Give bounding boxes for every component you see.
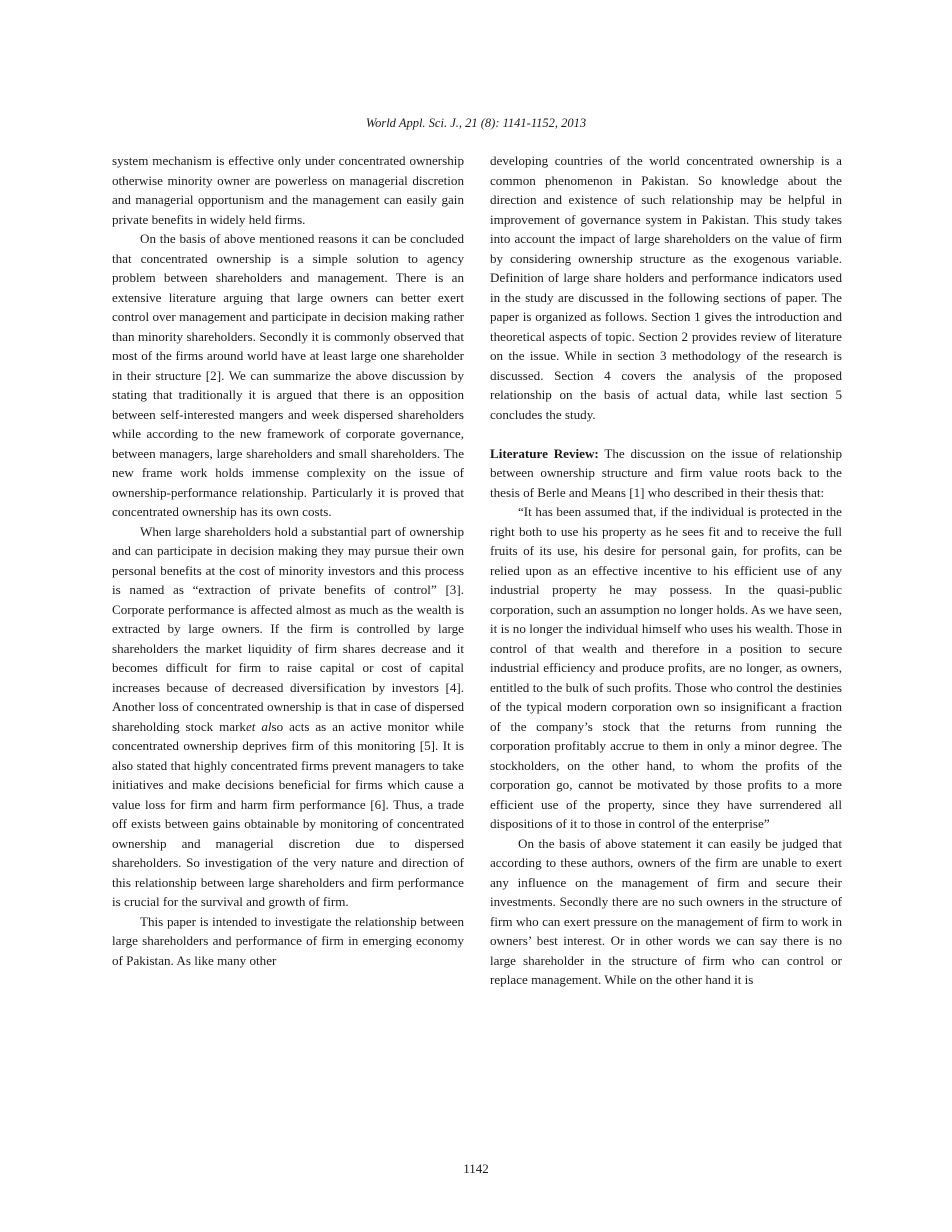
- left-column: [112, 151, 464, 970]
- italic-text: et al: [245, 718, 272, 734]
- paragraph: On the basis of above statement it can easily be judged that according to these authors, owners of the firm are unable to exert any influence on the management of firm and secure their investments. Secondly there are no such owners in the structure of firm who can exert pressure on the management of firm to work in owners’ best interest. Or in other words we can say there is no large shareholder in the structure of firm who can control or replace management. While on the other hand it is: [490, 835, 842, 987]
- paragraph-text: so acts as an active monitor while concentrated ownership deprives firm of this monitoring [5]. It is also stated that highly concentrated firms prevent managers to take initiatives and make decisions beneficial for firms which cause a value loss for firm and harm firm performance [6]. Thus, a trade off exists between gains obtainable by monitoring of concentrated ownership and managerial discretion due to dispersed shareholders. So investigation of the very nature and direction of this relationship between large shareholders and firm performance is crucial for the survival and growth of firm.: [112, 718, 464, 909]
- paragraph: [112, 522, 464, 912]
- paragraph-gap: [490, 424, 842, 444]
- running-header: World Appl. Sci. J., 21 (8): 1141-1152, 2013: [365, 116, 587, 130]
- paragraph: [490, 444, 842, 503]
- paragraph-text: The discussion on the issue of relationship between ownership structure and firm value roots back to the thesis of Berle and Means [1] who described in their thesis that:: [490, 445, 842, 500]
- paragraph-text: When large shareholders hold a substantial part of ownership and can participate in decision making they may pursue their own personal benefits at the cost of minority investors and this process is named as “extraction of private benefits of control” [3]. Corporate performance is affected almost as much as the wealth is extracted by large owners. If the firm is controlled by large shareholders the market liquidity of firm shares decrease and it becomes difficult for firm to raise capital or cost of capital increases because of decreased diversification by investors [4]. Another loss of concentrated ownership is that in case of dispersed shareholding stock mark: [112, 523, 464, 734]
- paragraph: This paper is intended to investigate the relationship between large shareholders and performance of firm in emerging economy of Pakistan. As like many other: [112, 913, 464, 968]
- section-heading: Literature Review:: [490, 445, 599, 461]
- paragraph: developing countries of the world concentrated ownership is a common phenomenon in Pakistan. So knowledge about the direction and existence of such relationship may be helpful in improvement of governance system in Pakistan. This study takes into account the impact of large shareholders on the value of firm by considering ownership structure as the exogenous variable. Definition of large share holders and performance indicators used in the study are discussed in the following sections of paper. The paper is organized as follows. Section 1 gives the introduction and theoretical aspects of topic. Section 2 provides review of literature on the issue. While in section 3 methodology of the research is discussed. Section 4 covers the analysis of the proposed relationship on the basis of actual data, while last section 5 concludes the study.: [490, 153, 842, 422]
- page-number: 1142: [463, 1161, 489, 1176]
- block-quote: “It has been assumed that, if the individual is protected in the right both to use his property as he sees fit and to receive the full fruits of its use, his desire for personal gain, for profits, can be relied upon as an effective incentive to his efficient use of any industrial property he may possess. In the quasi-public corporation, such an assumption no longer holds. As we have seen, it is no longer the individual himself who uses his wealth. Those in control of that wealth and therefore in a position to secure industrial efficiency and produce profits, are no longer, as owners, entitled to the bulk of such profits. Those who control the destinies of the typical modern corporation own so insignificant a fraction of the company’s stock that the returns from running the corporation profitably accrue to them in only a minor degree. The stockholders, on the other hand, to whom the profits of the corporation go, cannot be motivated by those profits to a more efficient use of the property, since they have surrendered all dispositions of it to those in control of the enterprise”: [490, 504, 842, 831]
- paragraph: system mechanism is effective only under concentrated ownership otherwise minority owner are powerless on managerial discretion and managerial opportunism and the management can easily gain private benefits in widely held firms.: [112, 153, 464, 227]
- paragraph: On the basis of above mentioned reasons it can be concluded that concentrated ownership is a simple solution to agency problem between shareholders and management. There is an extensive literature arguing that large owners can better exert control over management and participate in decision making rather than minority shareholders. Secondly it is commonly observed that most of the firms around world have at least large one shareholder in their structure [2]. We can summarize the above discussion by stating that traditionally it is argued that there is an opposition between self-interested mangers and week dispersed shareholders while according to the new framework of corporate governance, between managers, large shareholders and small shareholders. The new frame work holds immense complexity on the issue of ownership-performance relationship. Particularly it is proved that concentrated ownership has its own costs.: [112, 231, 464, 519]
- right-column: [490, 151, 842, 990]
